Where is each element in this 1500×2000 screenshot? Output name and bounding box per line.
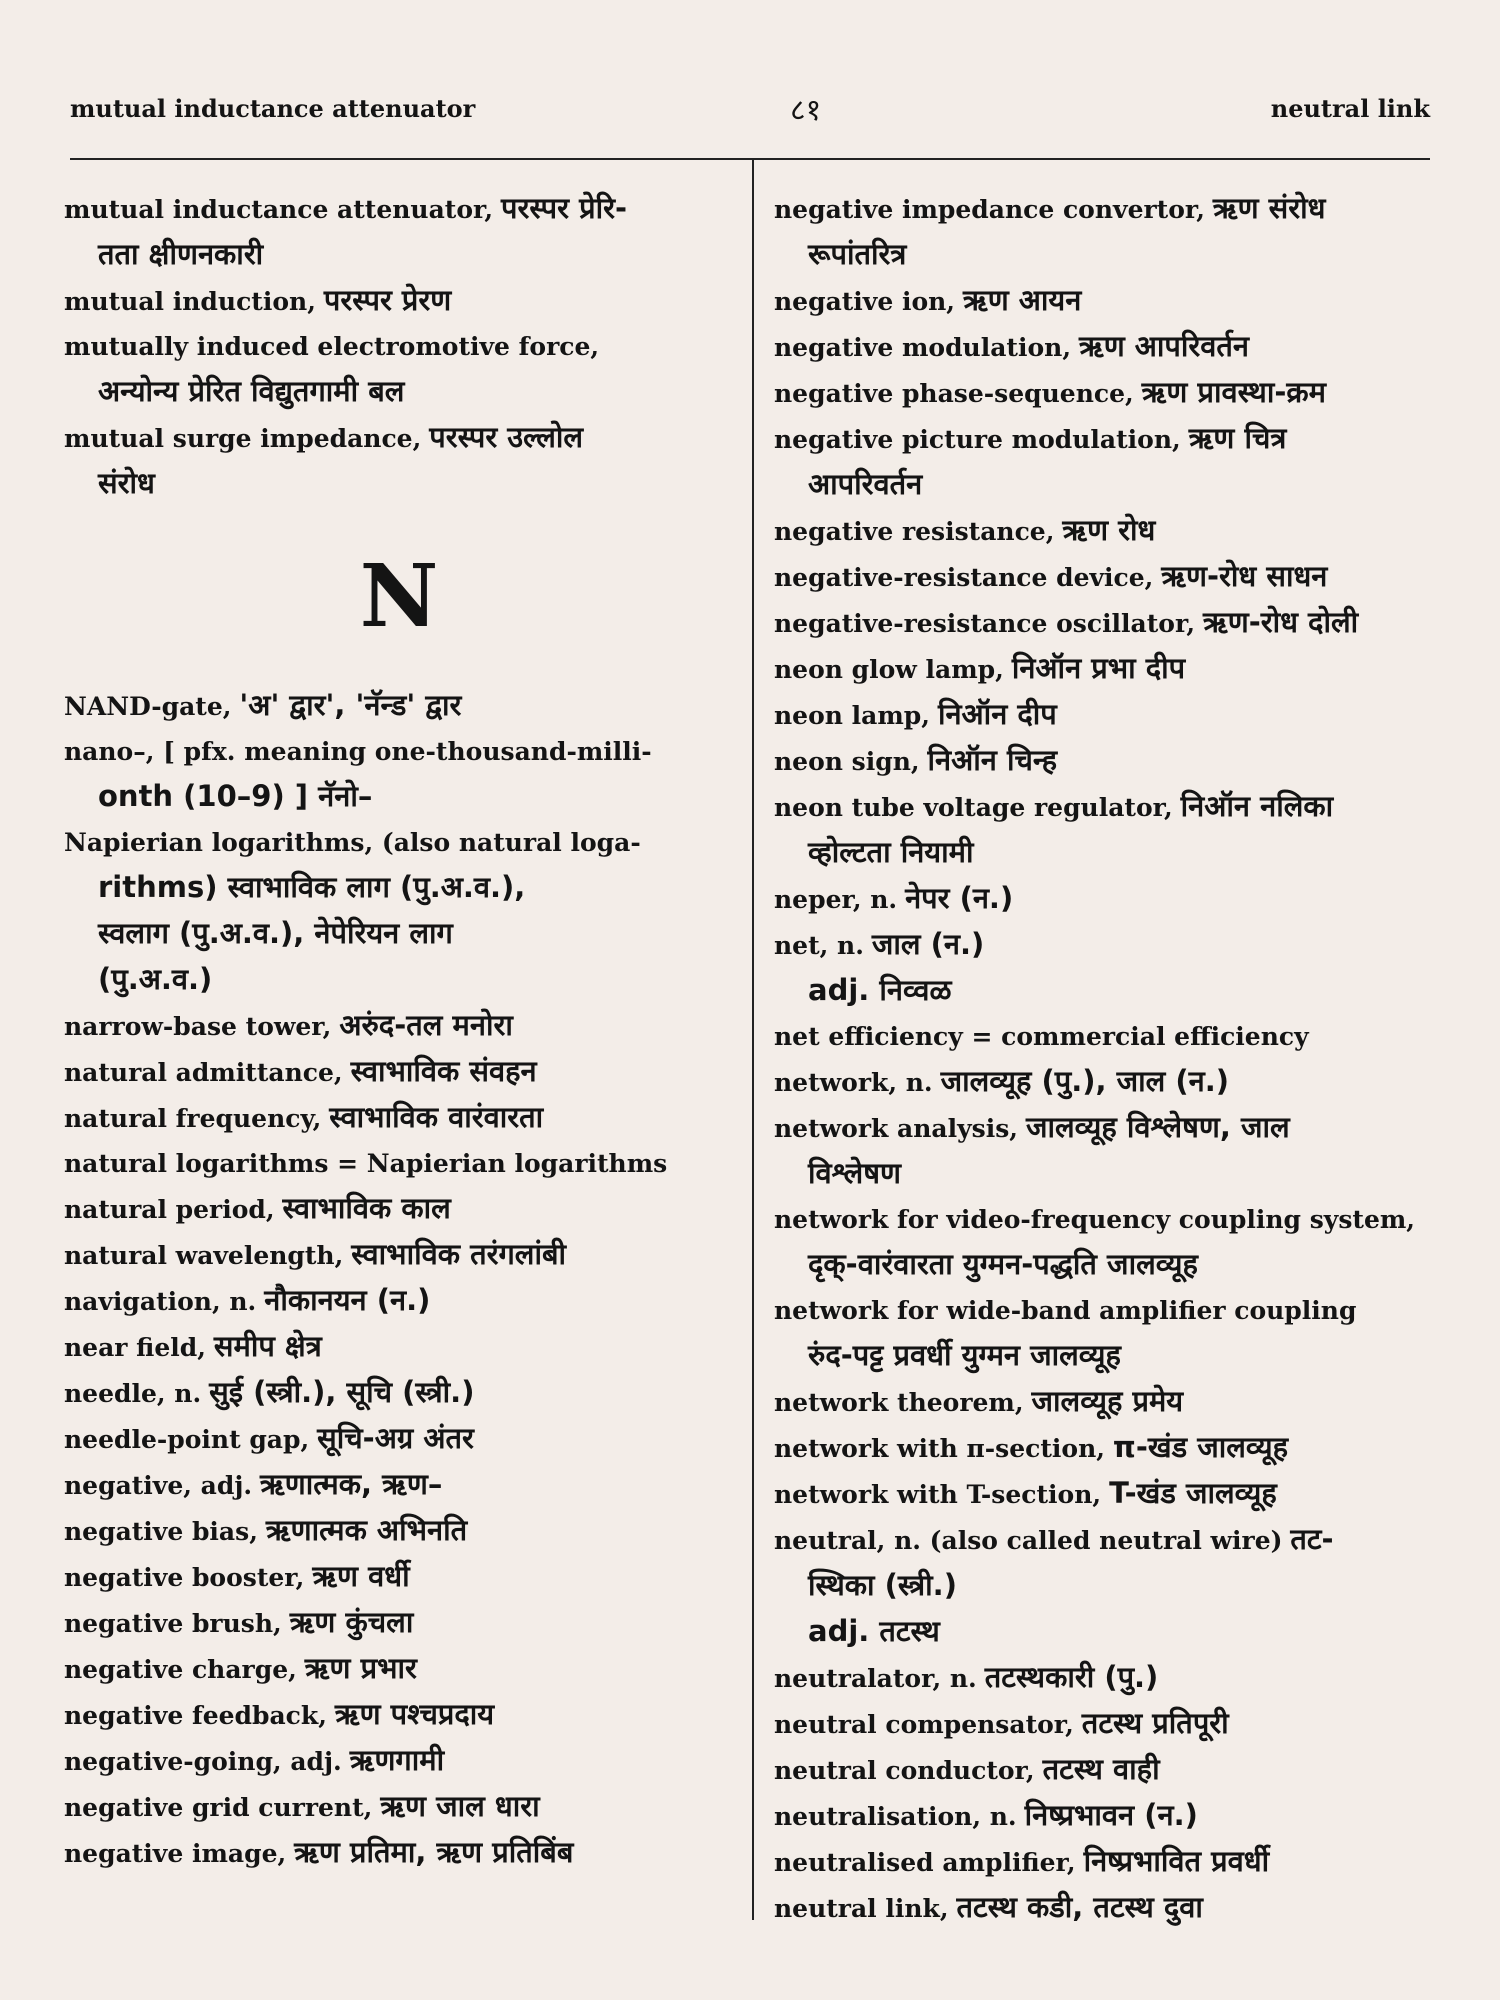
- entry-definition: ऋण आयन: [962, 283, 1082, 317]
- entry-definition: तटस्थ कडी, तटस्थ दुवा: [956, 1890, 1203, 1924]
- entry-headword: negative impedance convertor,: [774, 195, 1205, 224]
- dictionary-entry: [64, 1692, 734, 1738]
- section-letter: N: [359, 546, 439, 647]
- dictionary-entry: [774, 370, 1444, 416]
- entry-continuation-text: आपरिवर्तन: [808, 467, 923, 501]
- dictionary-entry: [774, 508, 1444, 554]
- right-column: [774, 186, 1444, 1931]
- entry-headword: NAND-gate,: [64, 692, 232, 721]
- entry-definition: स्वाभाविक तरंगलांबी: [351, 1237, 567, 1271]
- dictionary-entry: [64, 820, 734, 865]
- entry-definition: ऋणात्मक अभिनति: [265, 1513, 468, 1547]
- entry-continuation: [774, 1609, 1444, 1655]
- entry-definition: स्वाभाविक काल: [282, 1191, 451, 1225]
- dictionary-entry: [64, 1095, 734, 1141]
- page-number: ८१: [790, 93, 822, 128]
- entry-definition: ऋण संरोध: [1212, 191, 1326, 225]
- entry-continuation-text: संरोध: [98, 466, 155, 500]
- entry-definition: ऋण प्रभार: [304, 1651, 417, 1685]
- header-rule: [70, 158, 1430, 160]
- dictionary-entry: [64, 1784, 734, 1830]
- dictionary-entry: [64, 1416, 734, 1462]
- entry-continuation-text: व्होल्टता नियामी: [808, 835, 974, 869]
- entry-headword: near field,: [64, 1333, 206, 1362]
- dictionary-entry: [64, 415, 734, 461]
- dictionary-entry: [64, 683, 734, 729]
- dictionary-entry: [64, 729, 734, 774]
- entry-continuation-text: onth (10–9) ] नॅनो–: [98, 779, 373, 813]
- entry-headword: needle-point gap,: [64, 1425, 310, 1454]
- entry-definition: ऋण जाल धारा: [380, 1789, 540, 1823]
- dictionary-entry: [64, 1738, 734, 1784]
- entry-definition: जाल (न.): [871, 927, 985, 961]
- entry-headword: neutralised amplifier,: [774, 1848, 1076, 1877]
- entry-headword: Napierian logarithms, (also natural loga-: [64, 828, 641, 857]
- entry-continuation: [774, 1242, 1444, 1288]
- entry-definition: ऋणात्मक, ऋण–: [260, 1467, 443, 1501]
- left-column: [64, 186, 734, 1876]
- left-entries-part2: [64, 683, 734, 1876]
- dictionary-entry: [64, 324, 734, 369]
- entry-continuation: [64, 232, 734, 278]
- entry-headword: net efficiency = commercial efficiency: [774, 1022, 1309, 1051]
- entry-definition: स्वाभाविक संवहन: [350, 1054, 537, 1088]
- entry-definition: ऋण प्रतिमा, ऋण प्रतिबिंब: [294, 1835, 574, 1869]
- dictionary-entry: [774, 1701, 1444, 1747]
- dictionary-entry: [64, 1508, 734, 1554]
- entry-definition: जालव्यूह प्रमेय: [1031, 1384, 1184, 1418]
- entry-definition: ऋण-रोध साधन: [1161, 559, 1328, 593]
- entry-headword: neon tube voltage regulator,: [774, 793, 1173, 822]
- dictionary-entry: [64, 1462, 734, 1508]
- entry-definition: परस्पर प्रेरण: [323, 283, 452, 317]
- dictionary-entry: [64, 1278, 734, 1324]
- entry-definition: परस्पर उल्लोल: [429, 420, 584, 454]
- entry-headword: natural wavelength,: [64, 1241, 344, 1270]
- dictionary-entry: [774, 1288, 1444, 1333]
- entry-headword: narrow-base tower,: [64, 1012, 332, 1041]
- entry-definition: तटस्थकारी (पु.): [984, 1660, 1159, 1694]
- entry-definition: जालव्यूह (पु.), जाल (न.): [940, 1064, 1230, 1098]
- dictionary-entry: [774, 324, 1444, 370]
- entry-headword: negative picture modulation,: [774, 425, 1181, 454]
- dictionary-entry: [774, 1655, 1444, 1701]
- dictionary-entry: [64, 1600, 734, 1646]
- entry-definition: अरुंद-तल मनोरा: [339, 1008, 513, 1042]
- dictionary-entry: [774, 1793, 1444, 1839]
- dictionary-entry: [774, 1059, 1444, 1105]
- dictionary-entry: [774, 692, 1444, 738]
- dictionary-entry: [774, 1747, 1444, 1793]
- dictionary-entry: [774, 554, 1444, 600]
- dictionary-entry: [774, 784, 1444, 830]
- entry-headword: neper, n.: [774, 885, 898, 914]
- dictionary-entry: [64, 1830, 734, 1876]
- entry-continuation-text: रूपांतरित्र: [808, 237, 907, 271]
- entry-definition: ऋण-रोध दोली: [1203, 605, 1359, 639]
- entry-definition: ऋण प्रावस्था-क्रम: [1141, 375, 1327, 409]
- entry-headword: network, n.: [774, 1068, 933, 1097]
- entry-headword: nano–, [ pfx. meaning one-thousand-milli-: [64, 737, 652, 766]
- entry-definition: ऋण कुंचला: [289, 1605, 414, 1639]
- entry-continuation: [774, 1563, 1444, 1609]
- entry-headword: mutual surge impedance,: [64, 424, 422, 453]
- entry-headword: natural logarithms = Napierian logarithms: [64, 1149, 668, 1178]
- entry-continuation: [774, 830, 1444, 876]
- entry-headword: net, n.: [774, 931, 864, 960]
- entry-headword: negative modulation,: [774, 333, 1072, 362]
- entry-definition: निऑन प्रभा दीप: [1011, 651, 1186, 685]
- dictionary-entry: [64, 1186, 734, 1232]
- entry-continuation-text: तता क्षीणनकारी: [98, 237, 264, 271]
- dictionary-entry: [774, 876, 1444, 922]
- entry-definition: ऋण आपरिवर्तन: [1078, 329, 1250, 363]
- dictionary-entry: [64, 1370, 734, 1416]
- entry-continuation-text: स्वलाग (पु.अ.व.), नेपेरियन लाग: [98, 916, 453, 950]
- entry-continuation: [774, 232, 1444, 278]
- dictionary-entry: [64, 186, 734, 232]
- dictionary-entry: [774, 738, 1444, 784]
- entry-definition: तट-: [1290, 1522, 1334, 1556]
- entry-headword: neutral conductor,: [774, 1756, 1035, 1785]
- entry-continuation-text: adj. तटस्थ: [808, 1614, 940, 1648]
- entry-continuation: [64, 911, 734, 957]
- dictionary-entry: [774, 1517, 1444, 1563]
- entry-definition: ऋण वर्धी: [312, 1559, 410, 1593]
- entry-headword: neon lamp,: [774, 701, 930, 730]
- dictionary-entry: [774, 1105, 1444, 1151]
- entry-headword: negative feedback,: [64, 1701, 327, 1730]
- entry-headword: neutralisation, n.: [774, 1802, 1017, 1831]
- entry-headword: negative-going, adj.: [64, 1747, 342, 1776]
- entry-definition: नेपर (न.): [905, 881, 1014, 915]
- entry-headword: negative grid current,: [64, 1793, 373, 1822]
- entry-continuation-text: विश्लेषण: [808, 1156, 901, 1190]
- dictionary-entry: [774, 186, 1444, 232]
- entry-headword: network theorem,: [774, 1388, 1024, 1417]
- entry-definition: T-खंड जालव्यूह: [1109, 1476, 1277, 1510]
- entry-headword: mutual induction,: [64, 287, 316, 316]
- entry-definition: तटस्थ प्रतिपूरी: [1081, 1706, 1229, 1740]
- entry-headword: negative-resistance oscillator,: [774, 609, 1196, 638]
- entry-headword: negative phase-sequence,: [774, 379, 1134, 408]
- entry-headword: natural period,: [64, 1195, 275, 1224]
- dictionary-entry: [64, 1003, 734, 1049]
- right-entries: [774, 186, 1444, 1931]
- entry-headword: negative, adj.: [64, 1471, 253, 1500]
- dictionary-entry: [774, 1197, 1444, 1242]
- entry-headword: natural frequency,: [64, 1104, 322, 1133]
- header-left-guide-word: mutual inductance attenuator: [70, 94, 476, 123]
- dictionary-entry: [64, 1141, 734, 1186]
- entry-definition: निऑन नलिका: [1180, 789, 1334, 823]
- entry-continuation-text: rithms) स्वाभाविक लाग (पु.अ.व.),: [98, 870, 526, 904]
- entry-definition: सुई (स्त्री.), सूचि (स्त्री.): [209, 1375, 475, 1409]
- entry-headword: neon sign,: [774, 747, 920, 776]
- entry-continuation-text: अन्योन्य प्रेरित विद्युतगामी बल: [98, 374, 405, 408]
- entry-continuation: [64, 957, 734, 1003]
- entry-headword: negative resistance,: [774, 517, 1055, 546]
- entry-continuation: [64, 369, 734, 415]
- entry-continuation-text: (पु.अ.व.): [98, 962, 213, 996]
- left-entries-part1: [64, 186, 734, 507]
- entry-headword: negative image,: [64, 1839, 287, 1868]
- entry-headword: network with T-section,: [774, 1480, 1102, 1509]
- dictionary-entry: [774, 416, 1444, 462]
- dictionary-entry: [774, 1379, 1444, 1425]
- dictionary-entry: [774, 646, 1444, 692]
- dictionary-entry: [774, 278, 1444, 324]
- entry-continuation: [774, 1333, 1444, 1379]
- entry-continuation: [774, 968, 1444, 1014]
- entry-headword: neutral link,: [774, 1894, 949, 1923]
- entry-definition: परस्पर प्रेरि-: [501, 191, 627, 225]
- entry-continuation: [774, 1151, 1444, 1197]
- page-header: [70, 88, 1430, 128]
- entry-headword: natural admittance,: [64, 1058, 343, 1087]
- entry-definition: निऑन दीप: [937, 697, 1057, 731]
- entry-definition: निष्प्रभावन (न.): [1024, 1798, 1198, 1832]
- entry-continuation: [64, 461, 734, 507]
- dictionary-entry: [64, 1646, 734, 1692]
- entry-definition: तटस्थ वाही: [1042, 1752, 1160, 1786]
- dictionary-entry: [774, 922, 1444, 968]
- entry-definition: π-खंड जालव्यूह: [1112, 1430, 1289, 1464]
- dictionary-entry: [64, 1324, 734, 1370]
- entry-headword: mutually induced electromotive force,: [64, 332, 600, 361]
- entry-definition: 'अ' द्वार', 'नॅन्ड' द्वार: [239, 688, 462, 722]
- entry-headword: neon glow lamp,: [774, 655, 1004, 684]
- dictionary-entry: [774, 600, 1444, 646]
- entry-definition: स्वाभाविक वारंवारता: [329, 1100, 544, 1134]
- entry-definition: ऋण चित्र: [1188, 421, 1287, 455]
- entry-continuation-text: adj. निव्वळ: [808, 973, 952, 1007]
- entry-definition: नौकानयन (न.): [264, 1283, 431, 1317]
- entry-headword: negative brush,: [64, 1609, 282, 1638]
- entry-headword: network for video-frequency coupling system,: [774, 1205, 1416, 1234]
- dictionary-entry: [64, 1232, 734, 1278]
- entry-definition: ऋण रोध: [1062, 513, 1156, 547]
- entry-definition: ऋणगामी: [349, 1743, 445, 1777]
- entry-headword: mutual inductance attenuator,: [64, 195, 494, 224]
- entry-continuation-text: दृक्-वारंवारता युग्मन-पद्धति जालव्यूह: [808, 1247, 1198, 1281]
- dictionary-entry: [774, 1425, 1444, 1471]
- dictionary-entry: [774, 1471, 1444, 1517]
- dictionary-entry: [774, 1014, 1444, 1059]
- column-divider: [752, 160, 754, 1920]
- entry-headword: negative ion,: [774, 287, 955, 316]
- entry-continuation-text: स्थिका (स्त्री.): [808, 1568, 957, 1602]
- entry-continuation-text: रुंद-पट्ट प्रवर्धी युग्मन जालव्यूह: [808, 1338, 1121, 1372]
- entry-headword: negative booster,: [64, 1563, 305, 1592]
- entry-definition: सूचि-अग्र अंतर: [317, 1421, 474, 1455]
- entry-definition: निऑन चिन्ह: [927, 743, 1057, 777]
- entry-headword: negative bias,: [64, 1517, 258, 1546]
- dictionary-entry: [64, 1554, 734, 1600]
- entry-continuation: [64, 774, 734, 820]
- entry-headword: navigation, n.: [64, 1287, 257, 1316]
- header-right-guide-word: neutral link: [1270, 94, 1430, 123]
- entry-headword: neutral, n. (also called neutral wire): [774, 1526, 1283, 1555]
- entry-headword: network for wide-band amplifier coupling: [774, 1296, 1357, 1325]
- dictionary-entry: [64, 278, 734, 324]
- entry-definition: समीप क्षेत्र: [213, 1329, 322, 1363]
- entry-definition: ऋण पश्चप्रदाय: [334, 1697, 495, 1731]
- dictionary-entry: [774, 1839, 1444, 1885]
- entry-headword: neutral compensator,: [774, 1710, 1074, 1739]
- entry-definition: जालव्यूह विश्लेषण, जाल: [1025, 1110, 1290, 1144]
- dictionary-entry: [64, 1049, 734, 1095]
- entry-headword: negative-resistance device,: [774, 563, 1154, 592]
- dictionary-entry: [774, 1885, 1444, 1931]
- entry-continuation: [64, 865, 734, 911]
- entry-continuation: [774, 462, 1444, 508]
- entry-headword: network analysis,: [774, 1114, 1018, 1143]
- entry-headword: network with π-section,: [774, 1434, 1105, 1463]
- entry-headword: negative charge,: [64, 1655, 297, 1684]
- entry-definition: निष्प्रभावित प्रवर्धी: [1083, 1844, 1270, 1878]
- entry-headword: neutralator, n.: [774, 1664, 977, 1693]
- entry-headword: needle, n.: [64, 1379, 202, 1408]
